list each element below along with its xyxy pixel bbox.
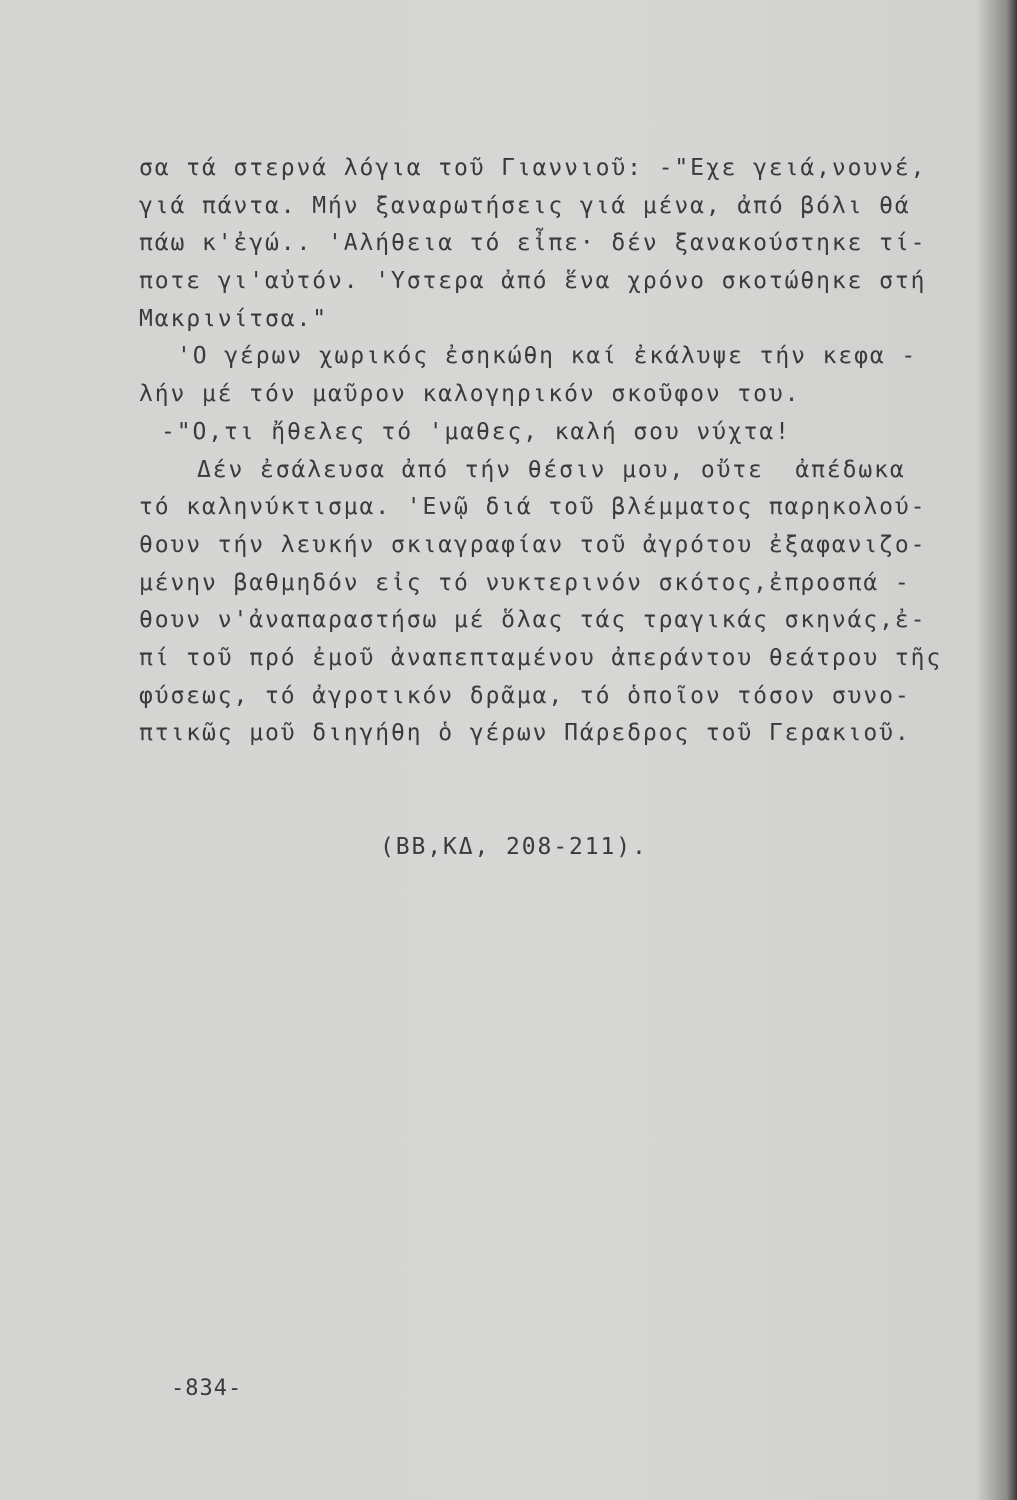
text-line: σα τά στερνά λόγια τοῦ Γιαννιοῦ: -"Εχε γειά,νουνέ, [139,155,927,181]
text-line: ποτε γι'αὐτόν. 'Υστερα ἀπό ἕνα χρόνο σκοτώθηκε στή [139,268,927,295]
text-line: Δέν ἐσάλευσα ἀπό τήν θέσιν μου, οὔτε ἀπέδωκα [197,456,906,483]
text-line: μένην βαθμηδόν εἰς τό νυκτερινόν σκότος,ἐπροσπά - [139,569,911,596]
text-line: πτικῶς μοῦ διηγήθη ὁ γέρων Πάρεδρος τοῦ Γερακιοῦ. [139,720,911,747]
text-line: 'Ο γέρων χωρικός ἐσηκώθη καί ἐκάλυψε τήν κεφα - [177,343,918,370]
body-text [139,150,984,753]
text-line: φύσεως, τό ἀγροτικόν δρᾶμα, τό ὁποῖον τόσον συνο- [139,682,911,709]
text-line: θουν ν'ἀναπαραστήσω μέ ὅλας τάς τραγικάς σκηνάς,ἐ- [139,607,927,634]
text-line: Μακρινίτσα." [139,305,328,332]
text-line: πί τοῦ πρό ἐμοῦ ἀναπεπταμένου ἀπεράντου θεάτρου τῆς [139,644,943,671]
text-line: θουν τήν λευκήν σκιαγραφίαν τοῦ ἀγρότου ἐξαφανιζο- [139,531,927,558]
text-line: λήν μέ τόν μαῦρον καλογηρικόν σκοῦφον του. [139,381,801,408]
citation-reference: (ΒΒ,ΚΔ, 208-211). [380,834,648,860]
text-line: πάω κ'ἐγώ.. 'Αλήθεια τό εἶπε· δέν ξανακούστηκε τί- [139,230,927,257]
text-line: γιά πάντα. Μήν ξαναρωτήσεις γιά μένα, ἀπό βόλι θά [139,192,911,219]
text-line: τό καληνύκτισμα. 'Ενῷ διά τοῦ βλέμματος παρηκολού- [139,494,927,521]
text-line: -"Ο,τι ἤθελες τό 'μαθες, καλή σου νύχτα! [161,418,791,445]
page-number: -834- [171,1376,243,1401]
